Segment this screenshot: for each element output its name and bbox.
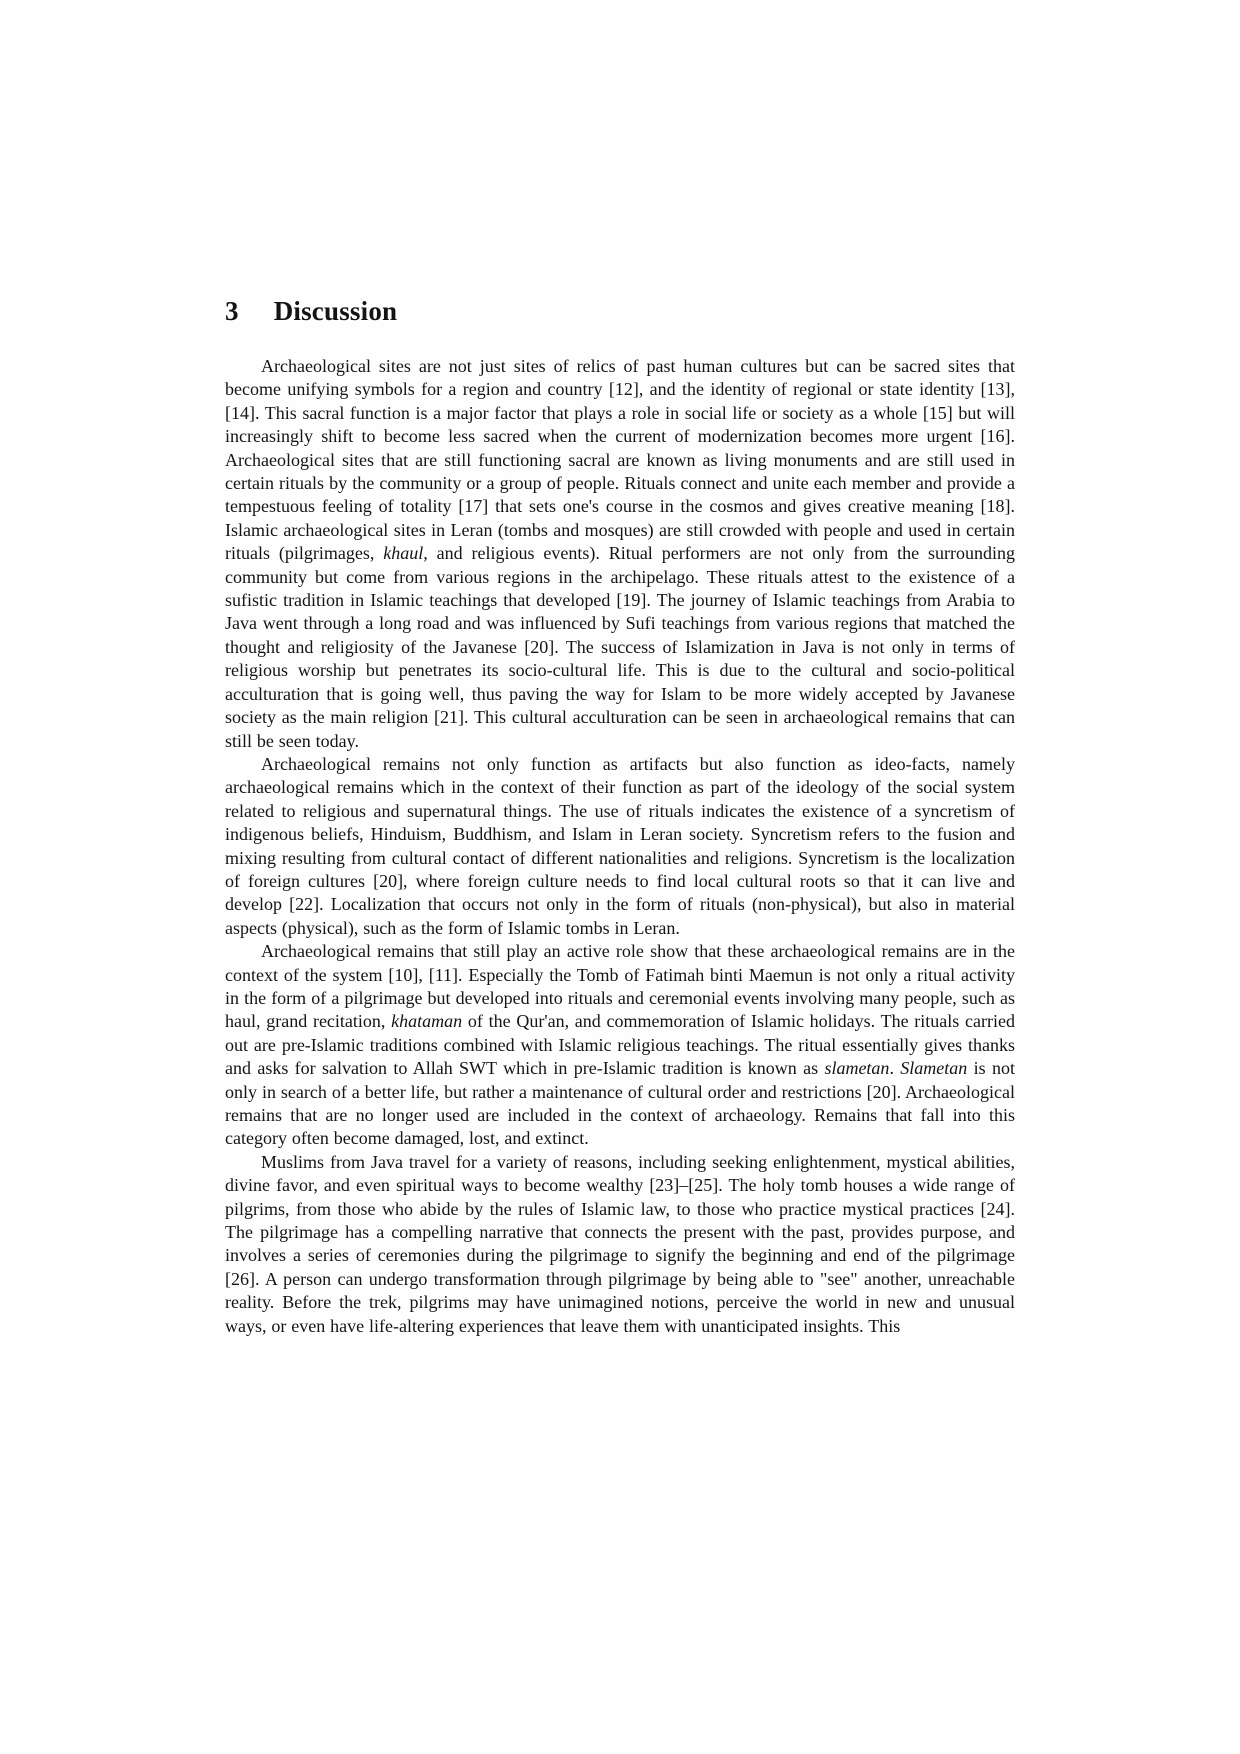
text-run: of the Qur'an, and commemoration of Islamic holidays. The rituals carried out are pre-Islamic traditions combined with Islamic religious teachings. The ritual essentially gives thanks and asks for salvation to Allah SWT which in pre-Islamic tradition is known as [225,1011,1015,1079]
section-number: 3 [225,296,239,326]
section-heading [225,296,1015,326]
text-run: Archaeological sites are not just sites of relics of past human cultures but can be sacred sites that become unifying symbols for a region and country [12], and the identity of regional or state identity [13], [14]. This sacral function is a major factor that plays a role in social life or society as a whole [15] but will increasingly shift to become less sacred when the current of modernization becomes more urgent [16]. Archaeological sites that are still functioning sacral are known as living monuments and are still used in certain rituals by the community or a group of people. Rituals connect and unite each member and provide a tempestuous feeling of totality [17] that sets one's course in the cosmos and gives creative meaning [18]. Islamic archaeological sites in Leran (tombs and mosques) are still crowded with people and used in certain rituals (pilgrimages, [225,356,1015,564]
italic-term: khaul, [383,543,428,564]
italic-term: slametan [824,1058,890,1079]
text-run: is not only in search of a better life, but rather a maintenance of cultural order and restrictions [20]. Archaeological remains that are no longer used are included in the context of archaeology. Remains that fall into this category often become damaged, lost, and extinct. [225,1058,1015,1149]
text-run: . [889,1058,901,1079]
text-run: Archaeological remains that still play an active role show that these archaeological remains are in the context of the system [10], [11]. Especially the Tomb of Fatimah binti Maemun is not only a ritual activity in the form of a pilgrimage but developed into rituals and ceremonial events involving many people, such as haul, grand recitation, [225,941,1015,1032]
italic-term: khataman [391,1011,463,1032]
article-body [225,355,1015,1338]
paragraph [225,753,1015,940]
paragraph [225,355,1015,753]
paragraph [225,940,1015,1151]
text-run: Archaeological remains not only function as artifacts but also function as ideo-facts, namely archaeological remains which in the context of their function as part of the ideology of the social system related to religious and supernatural things. The use of rituals indicates the existence of a syncretism of indigenous beliefs, Hinduism, Buddhism, and Islam in Leran society. Syncretism refers to the fusion and mixing resulting from cultural contact of different nationalities and religions. Syncretism is the localization of foreign cultures [20], where foreign culture needs to find local cultural roots so that it can live and develop [22]. Localization that occurs not only in the form of rituals (non-physical), but also in material aspects (physical), such as the form of Islamic tombs in Leran. [225,753,1015,938]
italic-term: Slametan [900,1058,968,1079]
text-run: Muslims from Java travel for a variety of reasons, including seeking enlightenment, mystical abilities, divine favor, and even spiritual ways to become wealthy [23]–[25]. The holy tomb houses a wide range of pilgrims, from those who abide by the rules of Islamic law, to those who practice mystical practices [24]. The pilgrimage has a compelling narrative that connects the present with the past, provides purpose, and involves a series of ceremonies during the pilgrimage to signify the beginning and end of the pilgrimage [26]. A person can undergo transformation through pilgrimage by being able to "see" another, unreachable reality. Before the trek, pilgrims may have unimagined notions, perceive the world in new and unusual ways, or even have life-altering experiences that leave them with unanticipated insights. This [225,1151,1015,1336]
page-content [225,296,1015,1338]
paragraph [225,1151,1015,1338]
text-run: and religious events). Ritual performers are not only from the surrounding community but come from various regions in the archipelago. These rituals attest to the existence of a sufistic tradition in Islamic teachings that developed [19]. The journey of Islamic teachings from Arabia to Java went through a long road and was influenced by Sufi teachings from various regions that matched the thought and religiosity of the Javanese [20]. The success of Islamization in Java is not only in terms of religious worship but penetrates its socio-cultural life. This is due to the cultural and socio-political acculturation that is going well, thus paving the way for Islam to be more widely accepted by Javanese society as the main religion [21]. This cultural acculturation can be seen in archaeological remains that can still be seen today. [225,543,1015,751]
section-title: Discussion [273,296,398,326]
